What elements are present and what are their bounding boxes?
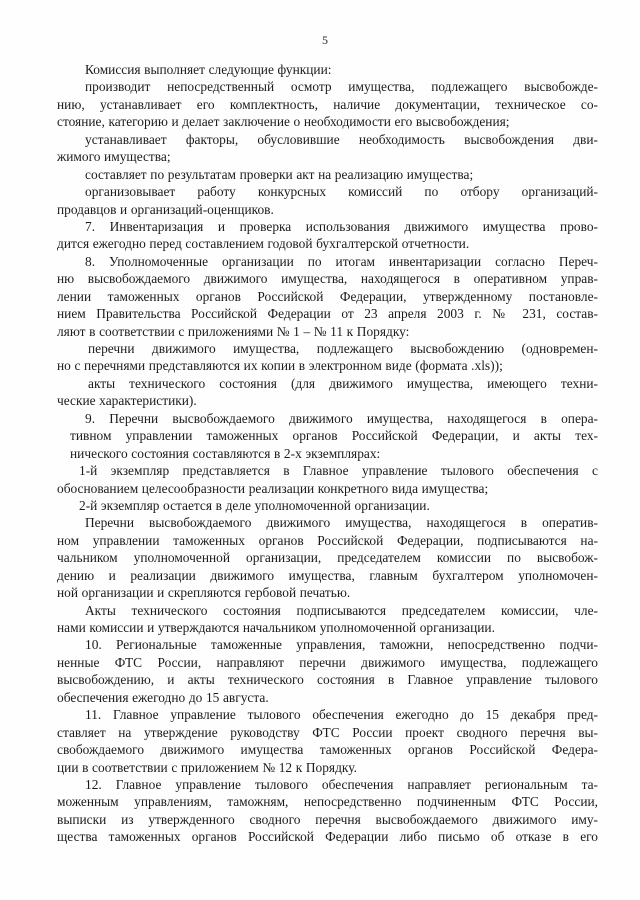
text-line: продавцов и организаций-оценщиков.: [57, 201, 274, 217]
text-line: ненные ФТС России, направляют перечни движимого имущества, подлежащего: [57, 654, 598, 670]
text-line: устанавливает факторы, обусловившие необходимость высвобождения дви-: [85, 131, 598, 147]
text-line: Комиссия выполняет следующие функции:: [85, 62, 332, 77]
text-line: лении таможенных органов Российской Федерации, утвержденному постановле-: [57, 288, 598, 304]
text-line: обоснованием целесообразности реализации конкретного вида имущества;: [57, 480, 489, 496]
text-line: стояние, категорию и делает заключение о необходимости его высвобождения;: [57, 114, 510, 130]
text-line: свобождаемого движимого имущества таможенных органов Российской Федера-: [57, 742, 598, 758]
text-line: щества таможенных органов Российской Федерации либо письмо об отказе в его: [57, 829, 598, 845]
text-line: 10. Региональные таможенные управления, таможни, непосредственно подчи-: [85, 637, 598, 653]
text-line: 12. Главное управление тылового обеспечения направляет региональным та-: [85, 776, 598, 792]
text-line: нием Правительства Российской Федерации от 23 апреля 2003 г. № 231, состав-: [57, 306, 598, 322]
text-line: обеспечения ежегодно до 15 августа.: [57, 689, 269, 705]
text-line: ляют в соответствии с приложениями № 1 – № 11 к Порядку:: [57, 323, 410, 339]
text-line: 11. Главное управление тылового обеспечения ежегодно до 15 декабря пред-: [85, 707, 598, 723]
text-line: производит непосредственный осмотр имущества, подлежащего высвобожде-: [85, 79, 598, 95]
text-line: Перечни высвобождаемого движимого имущества, находящегося в оператив-: [85, 515, 598, 531]
text-line: 9. Перечни высвобождаемого движимого имущества, находящегося в опера-: [85, 410, 598, 426]
text-line: выписки из утвержденного сводного перечня высвобождаемого движимого иму-: [57, 811, 598, 827]
text-line: акты технического состояния (для движимого имущества, имеющего техни-: [88, 375, 598, 391]
text-line: жимого имущества;: [57, 149, 171, 165]
text-line: ню высвобождаемого движимого имущества, находящегося в оперативном управ-: [57, 271, 598, 287]
text-line: Акты технического состояния подписываются председателем комиссии, чле-: [85, 602, 598, 618]
text-line: тивном управлении таможенных органов Российской Федерации, и акты тех-: [70, 428, 598, 444]
text-line: дению и реализации движимого имущества, главным бухгалтером уполномочен-: [57, 567, 598, 583]
text-line: перечни движимого имущества, подлежащего высвобождению (одновремен-: [88, 341, 598, 356]
text-line: 8. Уполномоченные организации по итогам инвентаризации согласно Переч-: [85, 253, 598, 269]
text-line: 1-й экземпляр представляется в Главное управление тылового обеспечения с: [79, 463, 598, 479]
text-line: организовывает работу конкурсных комиссий по отбору организаций-: [85, 184, 598, 200]
text-line: чальником уполномоченной организации, председателем комиссии по высвобож-: [57, 550, 598, 566]
text-line: ном управлении таможенных органов Российской Федерации, подписываются на-: [57, 532, 598, 548]
text-line: ставляет на утверждение руководству ФТС России проект сводного перечня вы-: [57, 724, 598, 740]
text-line: ческие характеристики).: [57, 393, 197, 409]
text-line: моженным управлениям, таможням, непосредственно подчиненным ФТС России,: [57, 794, 598, 810]
text-line: ной организации и скрепляются гербовой печатью.: [57, 585, 351, 601]
text-line: составляет по результатам проверки акт на реализацию имущества;: [85, 166, 474, 182]
text-line: ции в соответствии с приложением № 12 к Порядку.: [57, 759, 357, 775]
text-line: 7. Инвентаризация и проверка использования движимого имущества прово-: [85, 218, 598, 234]
text-line: но с перечнями представляются их копии в электронном виде (формата .xls));: [57, 358, 503, 374]
text-line: дится ежегодно перед составлением годовой бухгалтерской отчетности.: [57, 236, 470, 252]
text-line: нами комиссии и утверждаются начальником уполномоченной организации.: [57, 620, 495, 635]
text-line: 2-й экземпляр остается в деле уполномоченной организации.: [79, 497, 430, 513]
text-line: высвобождению, и акты технического состояния в Главное управление тылового: [57, 672, 598, 688]
text-line: нического состояния составляются в 2-х экземплярах:: [70, 445, 381, 461]
document-body: [57, 61, 598, 846]
page-number: 5: [322, 33, 328, 47]
text-line: нию, устанавливает его комплектность, наличие документации, техническое со-: [57, 96, 598, 112]
